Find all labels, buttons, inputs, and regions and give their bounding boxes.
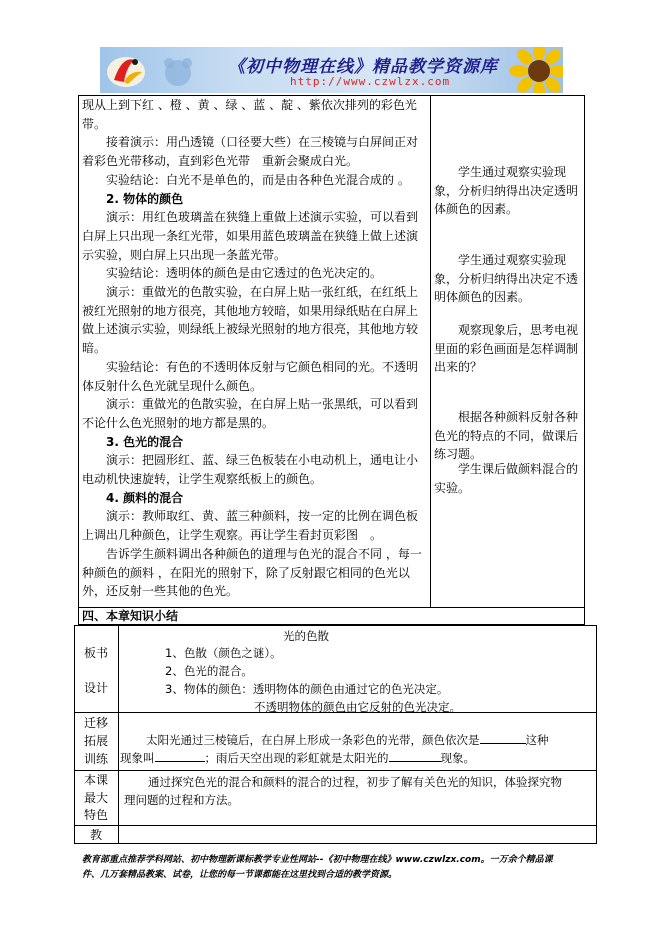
banner-url[interactable]: http://www.czwlzx.com [290, 75, 451, 88]
paragraph: 接着演示：用凸透镜（口径要大些）在三棱镜与白屏间正对着彩色光带移动，直到彩色光带 重新会聚成白光。 [82, 135, 419, 169]
row-divider [74, 825, 597, 826]
site-logo-icon [104, 50, 148, 90]
side-note: 学生通过观察实验现象，分析归纳得出决定不透明体颜色的因素。 [434, 253, 579, 304]
board-label: 板书 [83, 646, 108, 660]
section-heading: 2. 物体的颜色 [106, 191, 184, 206]
board-item: 不透明物体的颜色由它反射的色光决定。 [254, 700, 461, 714]
side-note: 学生课后做颜料混合的实验。 [434, 462, 579, 495]
side-note: 学生通过观察实验现象，分析归纳得出决定透明体颜色的因素。 [434, 165, 579, 216]
paragraph: 实验结论：有色的不透明体反射与它颜色相同的光。不透明体反射什么色光就呈现什么颜色。 [82, 359, 419, 393]
extension-label: 迁移 拓展 训练 [83, 716, 108, 766]
board-label: 设计 [83, 681, 108, 695]
lesson-main-text [82, 96, 426, 601]
section-heading: 3. 色光的混合 [106, 434, 184, 449]
summary-heading: 四、本章知识小结 [82, 609, 179, 623]
page-footer: 教育部重点推荐学科网站、初中物理新课标教学专业性网站--《初中物理在线》www.czwlzx.com。一万余个精品课 件、几万套精品教案、试卷，让您的每一节课都能在这里找到合适的教学资源。 [82, 855, 553, 880]
board-content [165, 644, 461, 716]
paragraph: 告诉学生颜料调出各种颜色的道理与色光的混合不同 ，每一种颜色的颜料 ，在阳光的照射下，除了反射跟它相同的色光以外，还反射一些其他的色光。 [82, 546, 422, 599]
header-banner [100, 47, 563, 93]
board-item: 3、物体的颜色：透明物体的颜色由通过它的色光决定。 [165, 682, 449, 696]
exercise-line: 现象叫 ；雨后天空出现的彩虹就是太阳光的 现象。 [120, 751, 475, 765]
section-heading: 4. 颜料的混合 [106, 490, 184, 505]
banner-title: 《初中物理在线》精品教学资源库 [228, 57, 498, 77]
paragraph: 演示：重做光的色散实验，在白屏上贴一张红纸，在红纸上被红光照射的地方很亮，其他地方较暗，如果用绿纸贴在白屏上做上述演示实验，则绿纸上被绿光照射的地方很亮，其他地方较暗。 [82, 285, 419, 356]
paragraph: 演示：教师取红、黄、蓝三种颜料，按一定的比例在调色板上调出几种颜色，让学生观察。再让学生看封页彩图 。 [82, 509, 419, 543]
paragraph: 演示：把圆形红、蓝、绿三色板装在小电动机上，通电让小电动机快速旋转，让学生观察纸板上的颜色。 [82, 453, 419, 487]
answer-blank[interactable] [389, 749, 441, 762]
column-divider [430, 95, 431, 607]
paragraph: 现从上到下红 、橙 、黄 、绿 、蓝 、靛 、紫依次排列的彩色光带。 [82, 98, 417, 131]
board-heading: 光的色散 [283, 629, 329, 643]
row-divider [74, 770, 597, 771]
board-item: 2、色光的混合。 [165, 664, 253, 678]
paragraph: 实验结论：白光不是单色的，而是由各种色光混合成的 。 [106, 172, 410, 187]
label-divider [118, 625, 119, 844]
side-note: 观察现象后，思考电视里面的彩色画面是怎样调制出来的？ [434, 323, 579, 374]
feature-content: 通过探究色光的混合和颜料的混合的过程，初步了解有关色光的知识，体验探究物 理问题的过程和方法。 [124, 775, 562, 807]
answer-blank[interactable] [155, 749, 205, 762]
extension-content [120, 731, 549, 767]
mascot-icon [160, 55, 196, 89]
board-item: 1、色散（颜色之谜）。 [165, 646, 282, 660]
side-note: 根据各种颜料反射各种色光的特点的不同，做课后练习题。 [434, 410, 579, 461]
paragraph: 实验结论：透明体的颜色是由它透过的色光决定的。 [106, 266, 383, 281]
exercise-line: 太阳光通过三棱镜后，在白屏上形成一条彩色的光带，颜色依次是 这种 [146, 733, 549, 747]
feature-label: 本课 最大 特色 [83, 773, 108, 822]
answer-blank[interactable] [480, 731, 526, 744]
paragraph: 演示：用红色玻璃盖在狭缝上重做上述演示实验，可以看到白屏上只出现一条红光带，如果用蓝色玻璃盖在狭缝上做上述演示实验，则白屏上只出现一条蓝光带。 [82, 210, 419, 262]
sunflower-icon [505, 47, 563, 93]
last-row-label: 教 [89, 828, 102, 842]
paragraph: 演示：重做光的色散实验，在白屏上贴一张黑纸，可以看到不论什么色光照射的地方都是黑的。 [82, 397, 419, 430]
